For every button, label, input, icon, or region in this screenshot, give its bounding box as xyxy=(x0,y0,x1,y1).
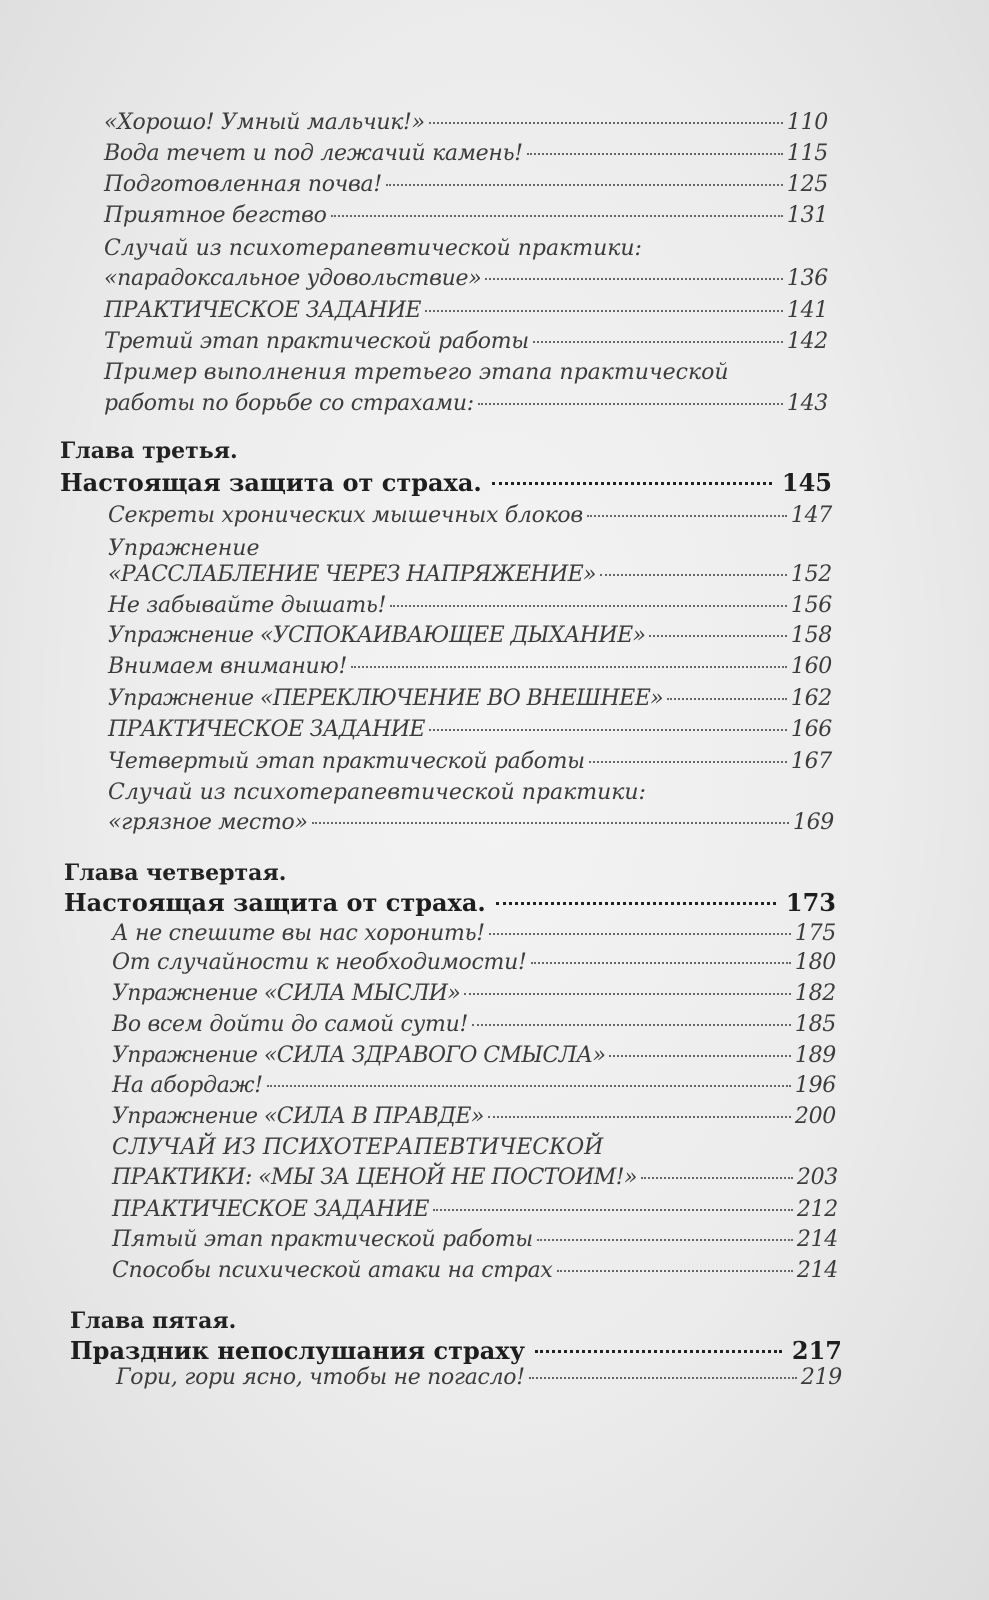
toc-entry[interactable] xyxy=(108,562,832,587)
toc-entry[interactable] xyxy=(108,749,832,774)
page-number: 162 xyxy=(790,686,832,711)
dot-leader xyxy=(533,341,783,343)
page-number: 160 xyxy=(790,654,832,679)
toc-entry[interactable] xyxy=(108,623,832,648)
chapter-title-entry[interactable] xyxy=(64,888,836,917)
toc-entry-title: ПРАКТИЧЕСКОЕ ЗАДАНИЕ xyxy=(108,717,425,742)
toc-entry-title: На абордаж! xyxy=(112,1073,263,1098)
dot-leader xyxy=(472,1024,791,1026)
dot-leader xyxy=(386,184,783,186)
page-number: 175 xyxy=(794,921,836,946)
toc-entry-title: Настоящая защита от страха. xyxy=(60,468,482,497)
page-number: 136 xyxy=(786,266,828,291)
toc-entry-title: «РАССЛАБЛЕНИЕ ЧЕРЕЗ НАПРЯЖЕНИЕ» xyxy=(108,562,596,587)
toc-entry-title: Упражнение «ПЕРЕКЛЮЧЕНИЕ ВО ВНЕШНЕЕ» xyxy=(108,686,664,711)
toc-entry-title: Четвертый этап практической работы xyxy=(108,749,585,774)
toc-entry-title: Способы психической атаки на страх xyxy=(112,1258,553,1283)
toc-entry[interactable] xyxy=(112,1258,838,1283)
toc-entry-line: СЛУЧАЙ ИЗ ПСИХОТЕРАПЕВТИЧЕСКОЙ xyxy=(112,1135,604,1160)
page-number: 200 xyxy=(794,1104,836,1129)
page-number: 180 xyxy=(794,950,836,975)
dot-leader xyxy=(496,902,776,905)
dot-leader xyxy=(529,1377,797,1379)
page-number: 166 xyxy=(790,717,832,742)
toc-entry-title: Внимаем вниманию! xyxy=(108,654,348,679)
toc-entry-title: Пятый этап практической работы xyxy=(112,1227,533,1252)
page-number: 142 xyxy=(786,329,828,354)
toc-entry-line: Упражнение xyxy=(108,536,260,561)
toc-entry-title: «грязное место» xyxy=(108,810,308,835)
toc-entry[interactable] xyxy=(104,203,828,228)
toc-entry[interactable] xyxy=(108,686,832,711)
dot-leader xyxy=(489,933,791,935)
toc-entry-title: Праздник непослушания страху xyxy=(70,1336,525,1365)
toc-entry[interactable] xyxy=(104,391,828,416)
page-number: 182 xyxy=(794,981,836,1006)
dot-leader xyxy=(267,1085,791,1087)
page-number: 110 xyxy=(786,110,828,135)
toc-entry[interactable] xyxy=(112,950,836,975)
toc-entry[interactable] xyxy=(112,1012,836,1037)
dot-leader xyxy=(351,666,787,668)
toc-entry-title: ПРАКТИЧЕСКОЕ ЗАДАНИЕ xyxy=(112,1197,429,1222)
dot-leader xyxy=(535,1350,782,1353)
toc-entry[interactable] xyxy=(108,654,832,679)
dot-leader xyxy=(667,698,787,700)
toc-entry-title: От случайности к необходимости! xyxy=(112,950,527,975)
dot-leader xyxy=(649,635,787,637)
toc-entry[interactable] xyxy=(104,329,828,354)
dot-leader xyxy=(485,278,783,280)
toc-entry[interactable] xyxy=(116,1365,842,1390)
toc-entry-title: «Хорошо! Умный мальчик!» xyxy=(104,110,425,135)
chapter-heading: Глава четвертая. xyxy=(64,860,287,886)
toc-entry-title: Секреты хронических мышечных блоков xyxy=(108,503,583,528)
page-number: 214 xyxy=(796,1227,838,1252)
page-number: 167 xyxy=(790,749,832,774)
chapter-title-entry[interactable] xyxy=(70,1336,842,1365)
toc-entry[interactable] xyxy=(108,503,832,528)
chapter-heading: Глава пятая. xyxy=(70,1308,237,1334)
page-number: 189 xyxy=(794,1043,836,1068)
toc-entry-title: Не забывайте дышать! xyxy=(108,593,387,618)
toc-entry[interactable] xyxy=(112,1197,838,1222)
toc-entry-title: Во всем дойти до самой сути! xyxy=(112,1012,468,1037)
toc-entry[interactable] xyxy=(112,1043,836,1068)
toc-entry-title: Упражнение «СИЛА В ПРАВДЕ» xyxy=(112,1104,484,1129)
toc-entry[interactable] xyxy=(104,298,828,323)
dot-leader xyxy=(312,822,789,824)
toc-entry-title: Приятное бегство xyxy=(104,203,327,228)
toc-entry-title: «парадоксальное удовольствие» xyxy=(104,266,482,291)
toc-entry-title: Третий этап практической работы xyxy=(104,329,529,354)
page-number: 147 xyxy=(790,503,832,528)
dot-leader xyxy=(478,403,783,405)
toc-entry-title: А не спешите вы нас хоронить! xyxy=(112,921,485,946)
toc-entry[interactable] xyxy=(112,981,836,1006)
toc-entry-title: Упражнение «СИЛА ЗДРАВОГО СМЫСЛА» xyxy=(112,1043,606,1068)
page-number: 145 xyxy=(781,468,832,497)
page-number: 152 xyxy=(790,562,832,587)
toc-entry[interactable] xyxy=(112,1227,838,1252)
toc-entry-title: Вода течет и под лежачий камень! xyxy=(104,141,523,166)
toc-entry[interactable] xyxy=(104,141,828,166)
chapter-heading: Глава третья. xyxy=(60,438,238,464)
page-number: 143 xyxy=(786,391,828,416)
toc-entry[interactable] xyxy=(108,810,834,835)
dot-leader xyxy=(390,605,787,607)
page-number: 212 xyxy=(796,1197,838,1222)
toc-entry-title: Гори, гори ясно, чтобы не погасло! xyxy=(116,1365,525,1390)
toc-entry-title: Упражнение «УСПОКАИВАЮЩЕЕ ДЫХАНИЕ» xyxy=(108,623,646,648)
toc-entry-line: Случай из психотерапевтической практики: xyxy=(104,236,642,261)
toc-entry-line: Случай из психотерапевтической практики: xyxy=(108,780,646,805)
dot-leader xyxy=(587,515,787,517)
toc-entry[interactable] xyxy=(108,717,832,742)
toc-entry-title: ПРАКТИЧЕСКОЕ ЗАДАНИЕ xyxy=(104,298,421,323)
toc-entry-title: Подготовленная почва! xyxy=(104,172,382,197)
dot-leader xyxy=(589,761,787,763)
page-number: 169 xyxy=(792,810,834,835)
toc-entry-title: ПРАКТИКИ: «МЫ ЗА ЦЕНОЙ НЕ ПОСТОИМ!» xyxy=(112,1165,637,1190)
dot-leader xyxy=(429,729,787,731)
page-number: 141 xyxy=(786,298,828,323)
dot-leader xyxy=(641,1177,793,1179)
dot-leader xyxy=(429,122,783,124)
dot-leader xyxy=(527,153,783,155)
toc-entry-title: Упражнение «СИЛА МЫСЛИ» xyxy=(112,981,461,1006)
page-number: 125 xyxy=(786,172,828,197)
page-number: 131 xyxy=(786,203,828,228)
dot-leader xyxy=(492,482,772,485)
dot-leader xyxy=(425,310,783,312)
toc-entry[interactable] xyxy=(104,172,828,197)
page-number: 214 xyxy=(796,1258,838,1283)
dot-leader xyxy=(464,993,791,995)
toc-entry-line: Пример выполнения третьего этапа практической xyxy=(104,360,729,385)
dot-leader xyxy=(331,215,783,217)
toc-entry[interactable] xyxy=(108,593,832,618)
dot-leader xyxy=(609,1055,791,1057)
page-number: 115 xyxy=(786,141,828,166)
page-number: 185 xyxy=(794,1012,836,1037)
toc-entry-title: работы по борьбе со страхами: xyxy=(104,391,474,416)
toc-entry[interactable] xyxy=(104,110,828,135)
toc-entry[interactable] xyxy=(112,1165,838,1190)
dot-leader xyxy=(488,1116,791,1118)
dot-leader xyxy=(433,1209,793,1211)
page-number: 156 xyxy=(790,593,832,618)
toc-entry[interactable] xyxy=(112,1073,836,1098)
toc-entry[interactable] xyxy=(112,1104,836,1129)
page-number: 203 xyxy=(796,1165,838,1190)
page-number: 173 xyxy=(785,888,836,917)
dot-leader xyxy=(557,1270,793,1272)
page-number: 158 xyxy=(790,623,832,648)
chapter-title-entry[interactable] xyxy=(60,468,832,497)
dot-leader xyxy=(537,1239,793,1241)
toc-entry[interactable] xyxy=(104,266,828,291)
page-number: 196 xyxy=(794,1073,836,1098)
dot-leader xyxy=(531,962,791,964)
dot-leader xyxy=(600,574,787,576)
toc-entry[interactable] xyxy=(112,921,836,946)
page-number: 219 xyxy=(800,1365,842,1390)
page-number: 217 xyxy=(791,1336,842,1365)
toc-entry-title: Настоящая защита от страха. xyxy=(64,888,486,917)
